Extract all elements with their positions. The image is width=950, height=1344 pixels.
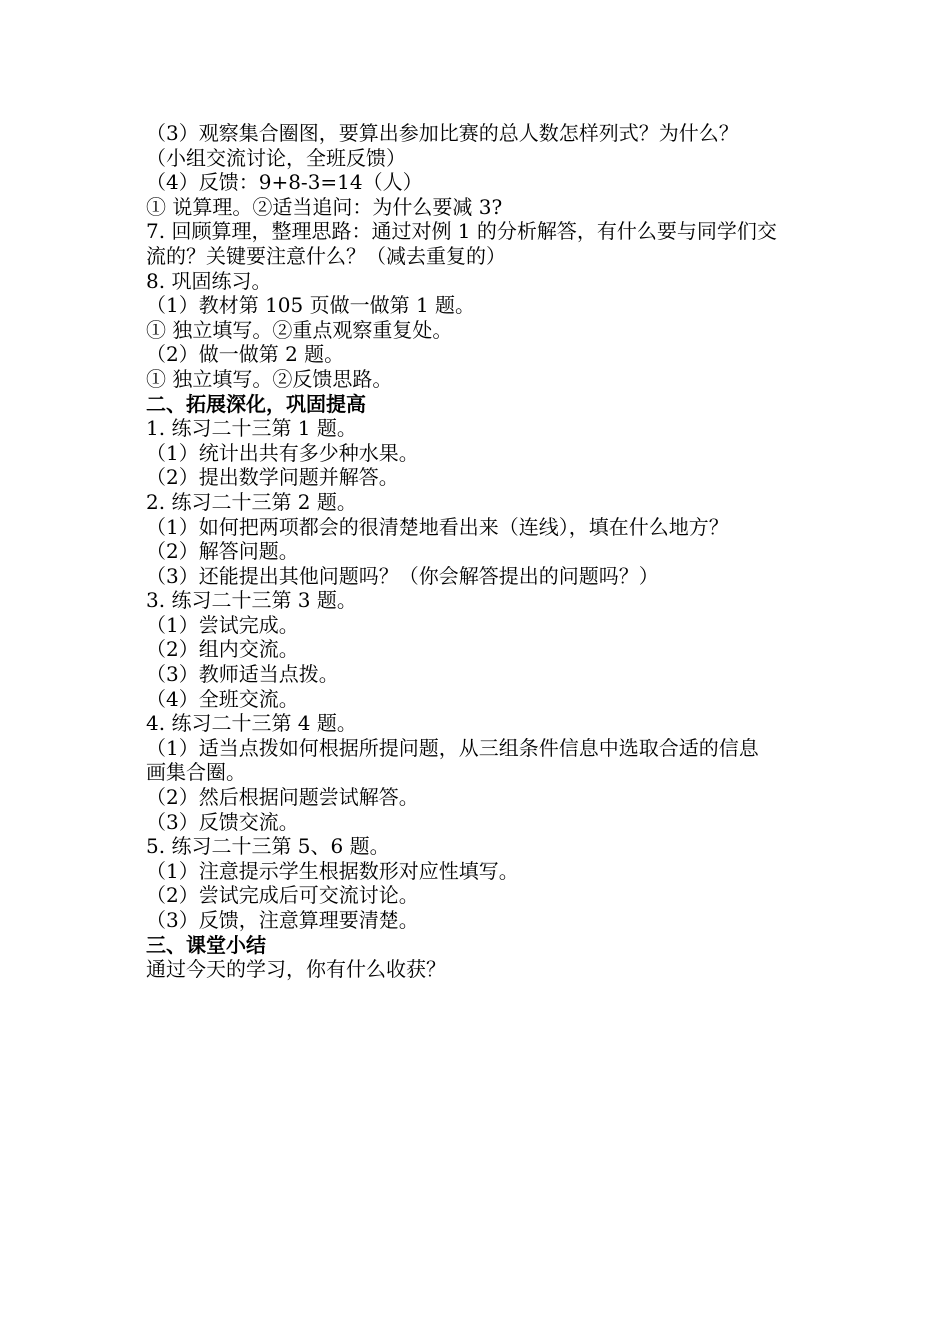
text-line: （2）做一做第 2 题。: [146, 342, 345, 367]
text-line: （2）然后根据问题尝试解答。: [146, 785, 419, 810]
text-line: （1）注意提示学生根据数形对应性填写。: [146, 858, 519, 883]
text-line: 2. 练习二十三第 2 题。: [146, 489, 357, 514]
section-heading: 三、课堂小结: [146, 932, 266, 957]
text-line: ① 说算理。②适当追问：为什么要减 3?: [146, 194, 503, 219]
text-line: 7. 回顾算理，整理思路：通过对例 1 的分析解答，有什么要与同学们交: [146, 219, 777, 244]
text-line: 4. 练习二十三第 4 题。: [146, 711, 357, 736]
text-line: ① 独立填写。②重点观察重复处。: [146, 317, 453, 342]
text-line: （1）统计出共有多少种水果。: [146, 440, 419, 465]
text-line: （3）反馈交流。: [146, 809, 299, 834]
text-line: 通过今天的学习，你有什么收获？: [146, 957, 446, 982]
document-body: [146, 121, 816, 982]
text-line: （3）还能提出其他问题吗？（你会解答提出的问题吗？）: [146, 563, 659, 588]
text-line: （2）组内交流。: [146, 637, 299, 662]
text-line: （3）反馈，注意算理要清楚。: [146, 908, 419, 932]
text-line: （1）如何把两项都会的很清楚地看出来（连线），填在什么地方？: [146, 514, 729, 539]
text-line: ① 独立填写。②反馈思路。: [146, 366, 393, 391]
text-line: （1）适当点拨如何根据所提问题，从三组条件信息中选取合适的信息: [146, 735, 759, 760]
text-line: （2）提出数学问题并解答。: [146, 465, 399, 490]
section-heading: 二、拓展深化，巩固提高: [146, 391, 366, 416]
text-line: （3）观察集合圈图，要算出参加比赛的总人数怎样列式？为什么？: [146, 121, 739, 145]
text-line: 流的？关键要注意什么？（减去重复的）: [146, 243, 506, 268]
text-line: 3. 练习二十三第 3 题。: [146, 588, 357, 613]
text-line: 画集合圈。: [146, 760, 246, 785]
text-line: （3）教师适当点拨。: [146, 662, 339, 687]
text-line: 1. 练习二十三第 1 题。: [146, 416, 357, 441]
text-line: （小组交流讨论，全班反馈）: [146, 145, 406, 170]
text-line: （1）教材第 105 页做一做第 1 题。: [146, 293, 476, 318]
text-line: 8. 巩固练习。: [146, 268, 272, 293]
text-line: 5. 练习二十三第 5、6 题。: [146, 834, 390, 859]
text-line: （2）解答问题。: [146, 539, 299, 564]
text-line: （4）反馈：9+8-3=14（人）: [146, 170, 423, 195]
text-line: （2）尝试完成后可交流讨论。: [146, 883, 419, 908]
text-line: （1）尝试完成。: [146, 612, 299, 637]
text-line: （4）全班交流。: [146, 686, 299, 711]
